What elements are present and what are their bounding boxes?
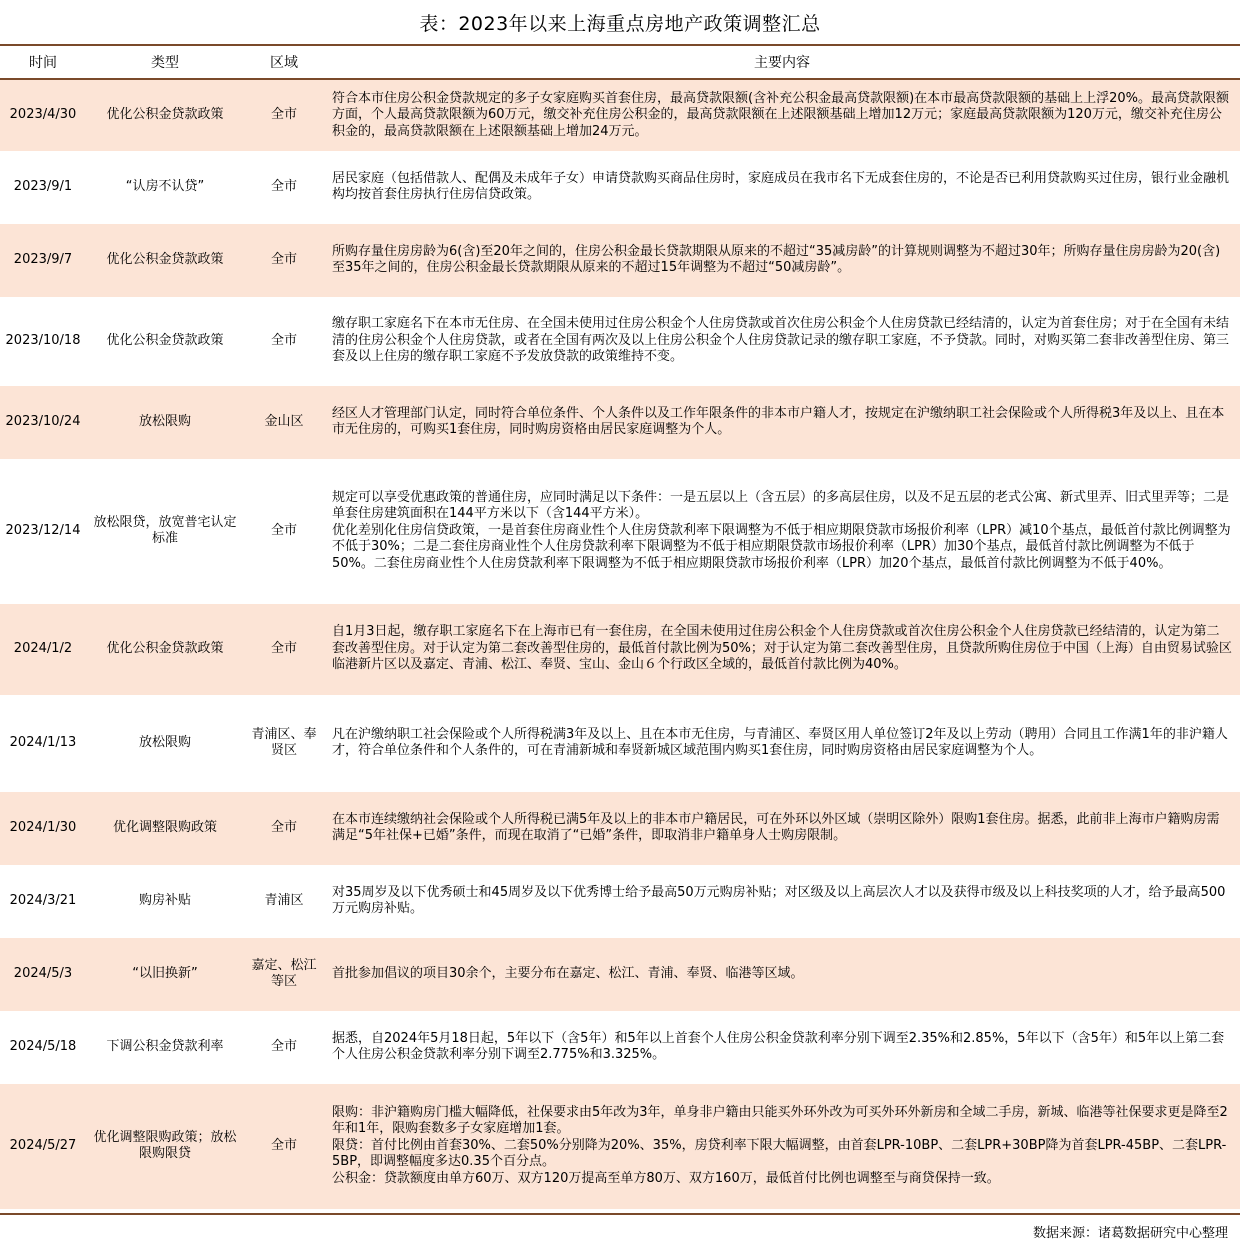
row-date: 2023/12/14: [0, 459, 86, 603]
table-row: [0, 223, 1240, 297]
row-area: 青浦区: [244, 865, 324, 937]
row-date: 2024/1/2: [0, 603, 86, 695]
table-row: [0, 1011, 1240, 1083]
row-content-paragraph: 公积金：贷款额度由单方60万、双方120万提高至单方80万、双方160万，最低首付比例也调整至与商贷保持一致。: [332, 1170, 1000, 1186]
table-row: [0, 937, 1240, 1011]
row-content: 缴存职工家庭名下在本市无住房、在全国未使用过住房公积金个人住房贷款或首次住房公积金个人住房贷款已经结清的，认定为首套住房；对于在全国有未结清的住房公积金个人住房贷款，或者在全国有两次及以上住房公积金个人住房贷款记录的缴存职工家庭，不予贷款。同时，对购买第二套非改善型住房、第三套及以上住房的缴存职工家庭不予发放贷款的政策维持不变。: [324, 297, 1240, 385]
row-content-paragraph: 限购：非沪籍购房门槛大幅降低，社保要求由5年改为3年，单身非户籍由只能买外环外改为可买外环外新房和全域二手房，新城、临港等社保要求更是降至2年和1年，限购套数多子女家庭增加1套。: [332, 1104, 1228, 1137]
row-area: 青浦区、奉贤区: [244, 695, 324, 791]
row-content: 首批参加倡议的项目30余个，主要分布在嘉定、松江、青浦、奉贤、临港等区域。: [324, 937, 1240, 1011]
policy-table: [0, 44, 1240, 1210]
row-type: 购房补贴: [86, 865, 244, 937]
row-date: 2023/10/18: [0, 297, 86, 385]
row-content: 对35周岁及以下优秀硕士和45周岁及以下优秀博士给予最高50万元购房补贴；对区级及以上高层次人才以及获得市级及以上科技奖项的人才，给予最高500万元购房补贴。: [324, 865, 1240, 937]
row-date: 2023/9/1: [0, 151, 86, 223]
row-area: 嘉定、松江等区: [244, 937, 324, 1011]
row-area: 全市: [244, 791, 324, 865]
row-date: 2023/9/7: [0, 223, 86, 297]
row-date: 2024/1/13: [0, 695, 86, 791]
header-area: 区域: [244, 45, 324, 79]
row-type: 优化公积金贷款政策: [86, 297, 244, 385]
row-content: [324, 1083, 1240, 1209]
row-content: 据悉，自2024年5月18日起，5年以下（含5年）和5年以上首套个人住房公积金贷款利率分别下调至2.35%和2.85%，5年以下（含5年）和5年以上第二套个人住房公积金贷款利率分别下调至2.775%和3.325%。: [324, 1011, 1240, 1083]
row-content: 凡在沪缴纳职工社会保险或个人所得税满3年及以上、且在本市无住房，与青浦区、奉贤区用人单位签订2年及以上劳动（聘用）合同且工作满1年的非沪籍人才，符合单位条件和个人条件的，可在青浦新城和奉贤新城区域范围内购买1套住房，同时购房资格由居民家庭调整为个人。: [324, 695, 1240, 791]
row-content: 居民家庭（包括借款人、配偶及未成年子女）申请贷款购买商品住房时，家庭成员在我市名下无成套住房的，不论是否已利用贷款购买过住房，银行业金融机构均按首套住房执行住房信贷政策。: [324, 151, 1240, 223]
row-date: 2023/4/30: [0, 79, 86, 151]
header-content: 主要内容: [324, 45, 1240, 79]
table-row: [0, 1083, 1240, 1209]
row-type: 优化公积金贷款政策: [86, 603, 244, 695]
row-area: 全市: [244, 297, 324, 385]
table-row: [0, 865, 1240, 937]
row-type: 优化调整限购政策；放松限购限贷: [86, 1083, 244, 1209]
row-content: 经区人才管理部门认定，同时符合单位条件、个人条件以及工作年限条件的非本市户籍人才，按规定在沪缴纳职工社会保险或个人所得税3年及以上、且在本市无住房的，可购买1套住房，同时购房资格由居民家庭调整为个人。: [324, 385, 1240, 459]
row-type: 放松限贷，放宽普宅认定标准: [86, 459, 244, 603]
source-note: 数据来源：诸葛数据研究中心整理: [1032, 1226, 1228, 1241]
row-content: 在本市连续缴纳社会保险或个人所得税已满5年及以上的非本市户籍居民，可在外环以外区域（崇明区除外）限购1套住房。据悉，此前非上海市户籍购房需满足“5年社保+已婚”条件，而现在取消了“已婚”条件，即取消非户籍单身人士购房限制。: [324, 791, 1240, 865]
row-area: 金山区: [244, 385, 324, 459]
header-date: 时间: [0, 45, 86, 79]
row-date: 2024/3/21: [0, 865, 86, 937]
table-row: [0, 385, 1240, 459]
row-content: 符合本市住房公积金贷款规定的多子女家庭购买首套住房，最高贷款限额(含补充公积金最高贷款限额)在本市最高贷款限额的基础上上浮20%。最高贷款限额方面，个人最高贷款限额为60万元，缴交补充住房公积金的，最高贷款限额在上述限额基础上增加12万元；家庭最高贷款限额为120万元，缴交补充住房公积金的，最高贷款限额在上述限额基础上增加24万元。: [324, 79, 1240, 151]
row-area: 全市: [244, 79, 324, 151]
row-date: 2024/5/27: [0, 1083, 86, 1209]
row-type: 放松限购: [86, 385, 244, 459]
row-type: 下调公积金贷款利率: [86, 1011, 244, 1083]
row-type: 优化公积金贷款政策: [86, 223, 244, 297]
row-content: [324, 459, 1240, 603]
row-content-paragraph: 优化差别化住房信贷政策，一是首套住房商业性个人住房贷款利率下限调整为不低于相应期限贷款市场报价利率（LPR）减10个基点，最低首付款比例调整为不低于30%；二是二套住房商业性个人住房贷款利率下限调整为不低于相应期限贷款市场报价利率（LPR）加30个基点，最低首付款比例调整为不低于50%。二套住房商业性个人住房贷款利率下限调整为不低于相应期限贷款市场报价利率（LPR）加20个基点，最低首付款比例调整为不低于40%。: [332, 522, 1231, 571]
row-content: 所购存量住房房龄为6(含)至20年之间的，住房公积金最长贷款期限从原来的不超过“35减房龄”的计算规则调整为不超过30年；所购存量住房房龄为20(含)至35年之间的，住房公积金最长贷款期限从原来的不超过15年调整为不超过“50减房龄”。: [324, 223, 1240, 297]
row-area: 全市: [244, 1011, 324, 1083]
row-type: “认房不认贷”: [86, 151, 244, 223]
row-type: 优化公积金贷款政策: [86, 79, 244, 151]
row-date: 2024/5/18: [0, 1011, 86, 1083]
table-row: [0, 695, 1240, 791]
row-content-paragraph: 规定可以享受优惠政策的普通住房，应同时满足以下条件：一是五层以上（含五层）的多高层住房，以及不足五层的老式公寓、新式里弄、旧式里弄等；二是单套住房建筑面积在144平方米以下（含144平方米）。: [332, 489, 1230, 522]
page-title: 表：2023年以来上海重点房地产政策调整汇总: [419, 12, 821, 35]
row-content: 自1月3日起，缴存职工家庭名下在上海市已有一套住房，在全国未使用过住房公积金个人住房贷款或首次住房公积金个人住房贷款已经结清的，认定为第二套改善型住房。对于认定为第二套改善型住房的，最低首付款比例为50%；对于认定为第二套改善型住房，且贷款所购住房位于中国（上海）自由贸易试验区临港新片区以及嘉定、青浦、松江、奉贤、宝山、金山６个行政区全域的，最低首付款比例为40%。: [324, 603, 1240, 695]
row-type: 放松限购: [86, 695, 244, 791]
row-content-paragraph: 限贷：首付比例由首套30%、二套50%分别降为20%、35%，房贷利率下限大幅调整，由首套LPR-10BP、二套LPR+30BP降为首套LPR-45BP、二套LPR-5BP，即调整幅度多达0.35个百分点。: [332, 1137, 1227, 1170]
row-date: 2024/1/30: [0, 791, 86, 865]
row-area: 全市: [244, 1083, 324, 1209]
row-area: 全市: [244, 459, 324, 603]
header-type: 类型: [86, 45, 244, 79]
row-area: 全市: [244, 151, 324, 223]
row-date: 2024/5/3: [0, 937, 86, 1011]
table-bottom-rule: [0, 1213, 1240, 1215]
table-row: [0, 79, 1240, 151]
row-type: 优化调整限购政策: [86, 791, 244, 865]
row-date: 2023/10/24: [0, 385, 86, 459]
table-row: [0, 603, 1240, 695]
table-header-row: [0, 45, 1240, 79]
table-row: [0, 459, 1240, 603]
table-row: [0, 297, 1240, 385]
table-row: [0, 791, 1240, 865]
row-type: “以旧换新”: [86, 937, 244, 1011]
table-row: [0, 151, 1240, 223]
row-area: 全市: [244, 223, 324, 297]
row-area: 全市: [244, 603, 324, 695]
